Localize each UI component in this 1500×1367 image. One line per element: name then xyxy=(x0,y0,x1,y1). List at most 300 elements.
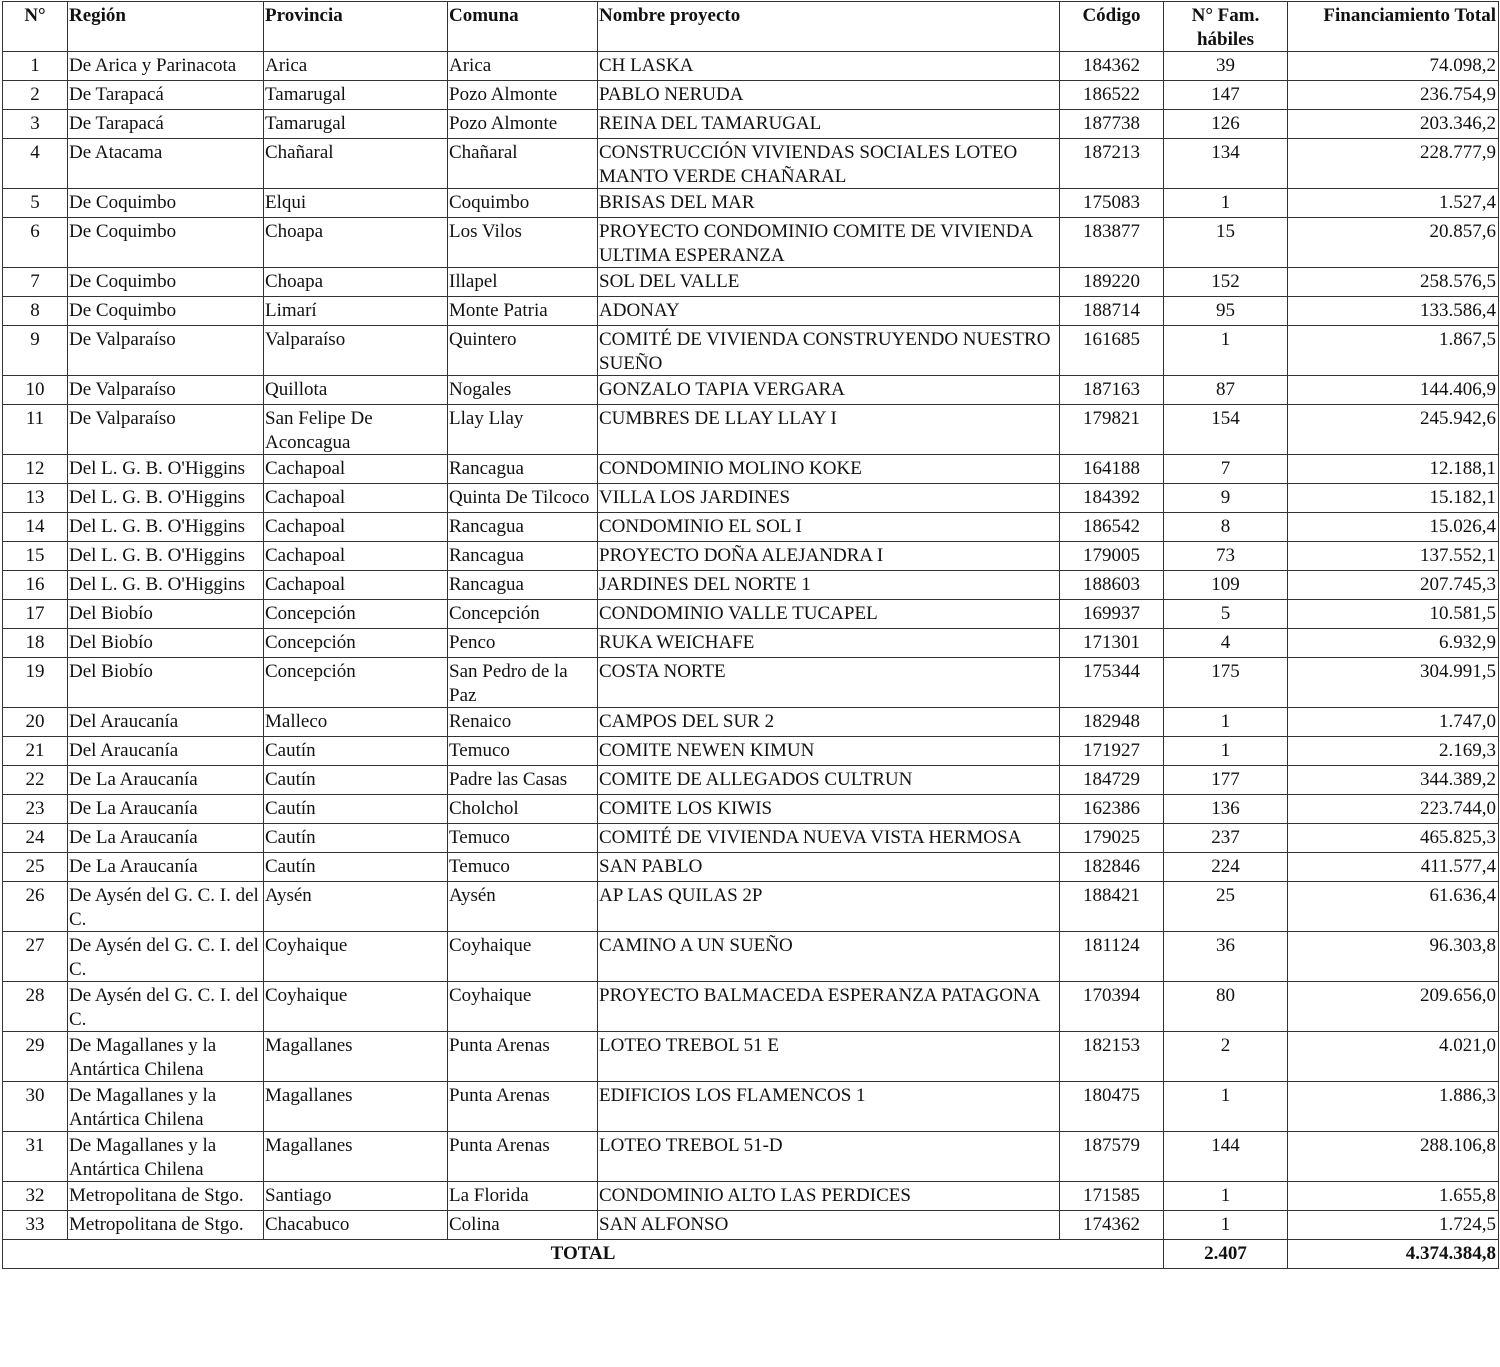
commune-cell: Punta Arenas xyxy=(448,1032,598,1082)
row-number-cell: 32 xyxy=(3,1182,68,1211)
code-cell: 187579 xyxy=(1060,1132,1164,1182)
province-cell: Magallanes xyxy=(264,1032,448,1082)
project-name-cell: COSTA NORTE xyxy=(598,658,1060,708)
row-number-cell: 8 xyxy=(3,297,68,326)
families-cell: 4 xyxy=(1164,629,1288,658)
families-cell: 15 xyxy=(1164,218,1288,268)
projects-table xyxy=(2,1,1499,1269)
table-row xyxy=(3,297,1499,326)
commune-cell: Illapel xyxy=(448,268,598,297)
financing-cell: 6.932,9 xyxy=(1288,629,1499,658)
families-cell: 134 xyxy=(1164,139,1288,189)
financing-cell: 1.867,5 xyxy=(1288,326,1499,376)
province-cell: Chacabuco xyxy=(264,1211,448,1240)
financing-cell: 4.021,0 xyxy=(1288,1032,1499,1082)
code-cell: 161685 xyxy=(1060,326,1164,376)
row-number-cell: 5 xyxy=(3,189,68,218)
code-cell: 183877 xyxy=(1060,218,1164,268)
financing-cell: 344.389,2 xyxy=(1288,766,1499,795)
province-cell: Aysén xyxy=(264,882,448,932)
families-cell: 224 xyxy=(1164,853,1288,882)
row-number-cell: 6 xyxy=(3,218,68,268)
code-cell: 171301 xyxy=(1060,629,1164,658)
project-name-cell: CONDOMINIO ALTO LAS PERDICES xyxy=(598,1182,1060,1211)
table-row xyxy=(3,1132,1499,1182)
commune-cell: Padre las Casas xyxy=(448,766,598,795)
region-cell: De Coquimbo xyxy=(68,297,264,326)
table-row xyxy=(3,853,1499,882)
header-financing: Financiamiento Total xyxy=(1288,2,1499,52)
financing-cell: 137.552,1 xyxy=(1288,542,1499,571)
commune-cell: Pozo Almonte xyxy=(448,110,598,139)
commune-cell: Pozo Almonte xyxy=(448,81,598,110)
families-cell: 237 xyxy=(1164,824,1288,853)
commune-cell: Chañaral xyxy=(448,139,598,189)
project-name-cell: SOL DEL VALLE xyxy=(598,268,1060,297)
table-row xyxy=(3,737,1499,766)
region-cell: De Coquimbo xyxy=(68,189,264,218)
commune-cell: Rancagua xyxy=(448,571,598,600)
code-cell: 182948 xyxy=(1060,708,1164,737)
project-name-cell: COMITÉ DE VIVIENDA CONSTRUYENDO NUESTRO SUEÑO xyxy=(598,326,1060,376)
table-row xyxy=(3,376,1499,405)
region-cell: Del Biobío xyxy=(68,629,264,658)
region-cell: Del Biobío xyxy=(68,600,264,629)
project-name-cell: PROYECTO DOÑA ALEJANDRA I xyxy=(598,542,1060,571)
province-cell: Santiago xyxy=(264,1182,448,1211)
code-cell: 184392 xyxy=(1060,484,1164,513)
financing-cell: 10.581,5 xyxy=(1288,600,1499,629)
commune-cell: Temuco xyxy=(448,824,598,853)
financing-cell: 96.303,8 xyxy=(1288,932,1499,982)
row-number-cell: 31 xyxy=(3,1132,68,1182)
families-cell: 95 xyxy=(1164,297,1288,326)
families-cell: 1 xyxy=(1164,708,1288,737)
families-cell: 152 xyxy=(1164,268,1288,297)
families-cell: 9 xyxy=(1164,484,1288,513)
province-cell: Cachapoal xyxy=(264,571,448,600)
project-name-cell: EDIFICIOS LOS FLAMENCOS 1 xyxy=(598,1082,1060,1132)
financing-cell: 304.991,5 xyxy=(1288,658,1499,708)
region-cell: Del Araucanía xyxy=(68,737,264,766)
families-cell: 2 xyxy=(1164,1032,1288,1082)
region-cell: De Aysén del G. C. I. del C. xyxy=(68,882,264,932)
row-number-cell: 29 xyxy=(3,1032,68,1082)
row-number-cell: 16 xyxy=(3,571,68,600)
header-number: N° xyxy=(3,2,68,52)
families-cell: 87 xyxy=(1164,376,1288,405)
province-cell: Magallanes xyxy=(264,1132,448,1182)
families-cell: 177 xyxy=(1164,766,1288,795)
table-row xyxy=(3,81,1499,110)
commune-cell: Coyhaique xyxy=(448,982,598,1032)
project-name-cell: RUKA WEICHAFE xyxy=(598,629,1060,658)
table-row xyxy=(3,708,1499,737)
code-cell: 188714 xyxy=(1060,297,1164,326)
total-financing: 4.374.384,8 xyxy=(1288,1240,1499,1269)
families-cell: 7 xyxy=(1164,455,1288,484)
commune-cell: Rancagua xyxy=(448,513,598,542)
commune-cell: Coquimbo xyxy=(448,189,598,218)
province-cell: Cautín xyxy=(264,824,448,853)
region-cell: Del L. G. B. O'Higgins xyxy=(68,571,264,600)
commune-cell: Nogales xyxy=(448,376,598,405)
project-name-cell: CONSTRUCCIÓN VIVIENDAS SOCIALES LOTEO MANTO VERDE CHAÑARAL xyxy=(598,139,1060,189)
project-name-cell: ADONAY xyxy=(598,297,1060,326)
financing-cell: 1.724,5 xyxy=(1288,1211,1499,1240)
row-number-cell: 10 xyxy=(3,376,68,405)
region-cell: De Tarapacá xyxy=(68,110,264,139)
region-cell: De Magallanes y la Antártica Chilena xyxy=(68,1082,264,1132)
project-name-cell: LOTEO TREBOL 51-D xyxy=(598,1132,1060,1182)
financing-cell: 236.754,9 xyxy=(1288,81,1499,110)
project-name-cell: CUMBRES DE LLAY LLAY I xyxy=(598,405,1060,455)
financing-cell: 223.744,0 xyxy=(1288,795,1499,824)
commune-cell: Rancagua xyxy=(448,542,598,571)
families-cell: 1 xyxy=(1164,1211,1288,1240)
table-row xyxy=(3,110,1499,139)
project-name-cell: CONDOMINIO VALLE TUCAPEL xyxy=(598,600,1060,629)
table-row xyxy=(3,571,1499,600)
province-cell: Chañaral xyxy=(264,139,448,189)
table-row xyxy=(3,484,1499,513)
families-cell: 39 xyxy=(1164,52,1288,81)
row-number-cell: 20 xyxy=(3,708,68,737)
project-name-cell: AP LAS QUILAS 2P xyxy=(598,882,1060,932)
region-cell: De La Araucanía xyxy=(68,766,264,795)
commune-cell: Arica xyxy=(448,52,598,81)
table-row xyxy=(3,542,1499,571)
financing-cell: 1.527,4 xyxy=(1288,189,1499,218)
region-cell: De Atacama xyxy=(68,139,264,189)
project-name-cell: BRISAS DEL MAR xyxy=(598,189,1060,218)
code-cell: 188421 xyxy=(1060,882,1164,932)
commune-cell: Concepción xyxy=(448,600,598,629)
province-cell: Coyhaique xyxy=(264,932,448,982)
province-cell: Magallanes xyxy=(264,1082,448,1132)
financing-cell: 258.576,5 xyxy=(1288,268,1499,297)
project-name-cell: SAN ALFONSO xyxy=(598,1211,1060,1240)
row-number-cell: 19 xyxy=(3,658,68,708)
project-name-cell: COMITÉ DE VIVIENDA NUEVA VISTA HERMOSA xyxy=(598,824,1060,853)
commune-cell: Temuco xyxy=(448,737,598,766)
commune-cell: Penco xyxy=(448,629,598,658)
region-cell: De Valparaíso xyxy=(68,405,264,455)
row-number-cell: 22 xyxy=(3,766,68,795)
row-number-cell: 28 xyxy=(3,982,68,1032)
row-number-cell: 24 xyxy=(3,824,68,853)
province-cell: Malleco xyxy=(264,708,448,737)
commune-cell: Los Vilos xyxy=(448,218,598,268)
families-cell: 1 xyxy=(1164,737,1288,766)
header-families: N° Fam. hábiles xyxy=(1164,2,1288,52)
province-cell: Elqui xyxy=(264,189,448,218)
commune-cell: Punta Arenas xyxy=(448,1132,598,1182)
header-project-name: Nombre proyecto xyxy=(598,2,1060,52)
project-name-cell: CAMINO A UN SUEÑO xyxy=(598,932,1060,982)
project-name-cell: COMITE LOS KIWIS xyxy=(598,795,1060,824)
code-cell: 171927 xyxy=(1060,737,1164,766)
families-cell: 1 xyxy=(1164,189,1288,218)
financing-cell: 133.586,4 xyxy=(1288,297,1499,326)
commune-cell: Quinta De Tilcoco xyxy=(448,484,598,513)
project-name-cell: PROYECTO BALMACEDA ESPERANZA PATAGONA xyxy=(598,982,1060,1032)
commune-cell: La Florida xyxy=(448,1182,598,1211)
families-cell: 147 xyxy=(1164,81,1288,110)
province-cell: Cachapoal xyxy=(264,542,448,571)
row-number-cell: 17 xyxy=(3,600,68,629)
table-row xyxy=(3,932,1499,982)
project-name-cell: PROYECTO CONDOMINIO COMITE DE VIVIENDA ULTIMA ESPERANZA xyxy=(598,218,1060,268)
commune-cell: Colina xyxy=(448,1211,598,1240)
code-cell: 186542 xyxy=(1060,513,1164,542)
project-name-cell: GONZALO TAPIA VERGARA xyxy=(598,376,1060,405)
table-row xyxy=(3,600,1499,629)
code-cell: 175344 xyxy=(1060,658,1164,708)
row-number-cell: 3 xyxy=(3,110,68,139)
region-cell: De Magallanes y la Antártica Chilena xyxy=(68,1132,264,1182)
province-cell: Limarí xyxy=(264,297,448,326)
commune-cell: Aysén xyxy=(448,882,598,932)
header-code: Código xyxy=(1060,2,1164,52)
table-row xyxy=(3,1082,1499,1132)
row-number-cell: 21 xyxy=(3,737,68,766)
financing-cell: 144.406,9 xyxy=(1288,376,1499,405)
province-cell: Cachapoal xyxy=(264,513,448,542)
families-cell: 109 xyxy=(1164,571,1288,600)
table-row xyxy=(3,455,1499,484)
province-cell: Cautín xyxy=(264,766,448,795)
table-row xyxy=(3,795,1499,824)
row-number-cell: 27 xyxy=(3,932,68,982)
commune-cell: Coyhaique xyxy=(448,932,598,982)
row-number-cell: 9 xyxy=(3,326,68,376)
table-row xyxy=(3,405,1499,455)
project-name-cell: VILLA LOS JARDINES xyxy=(598,484,1060,513)
project-name-cell: REINA DEL TAMARUGAL xyxy=(598,110,1060,139)
families-cell: 1 xyxy=(1164,326,1288,376)
financing-cell: 203.346,2 xyxy=(1288,110,1499,139)
row-number-cell: 11 xyxy=(3,405,68,455)
region-cell: De Valparaíso xyxy=(68,326,264,376)
row-number-cell: 18 xyxy=(3,629,68,658)
row-number-cell: 23 xyxy=(3,795,68,824)
project-name-cell: COMITE DE ALLEGADOS CULTRUN xyxy=(598,766,1060,795)
region-cell: De Aysén del G. C. I. del C. xyxy=(68,982,264,1032)
code-cell: 175083 xyxy=(1060,189,1164,218)
province-cell: Quillota xyxy=(264,376,448,405)
code-cell: 171585 xyxy=(1060,1182,1164,1211)
code-cell: 188603 xyxy=(1060,571,1164,600)
region-cell: Del Biobío xyxy=(68,658,264,708)
table-row xyxy=(3,1032,1499,1082)
code-cell: 174362 xyxy=(1060,1211,1164,1240)
commune-cell: Rancagua xyxy=(448,455,598,484)
project-name-cell: CONDOMINIO MOLINO KOKE xyxy=(598,455,1060,484)
financing-cell: 288.106,8 xyxy=(1288,1132,1499,1182)
financing-cell: 209.656,0 xyxy=(1288,982,1499,1032)
table-row xyxy=(3,824,1499,853)
code-cell: 180475 xyxy=(1060,1082,1164,1132)
financing-cell: 74.098,2 xyxy=(1288,52,1499,81)
region-cell: De La Araucanía xyxy=(68,853,264,882)
code-cell: 179025 xyxy=(1060,824,1164,853)
families-cell: 1 xyxy=(1164,1082,1288,1132)
province-cell: Cautín xyxy=(264,853,448,882)
code-cell: 186522 xyxy=(1060,81,1164,110)
header-region: Región xyxy=(68,2,264,52)
code-cell: 170394 xyxy=(1060,982,1164,1032)
project-name-cell: PABLO NERUDA xyxy=(598,81,1060,110)
code-cell: 162386 xyxy=(1060,795,1164,824)
header-province: Provincia xyxy=(264,2,448,52)
region-cell: De Arica y Parinacota xyxy=(68,52,264,81)
commune-cell: San Pedro de la Paz xyxy=(448,658,598,708)
financing-cell: 245.942,6 xyxy=(1288,405,1499,455)
table-row xyxy=(3,882,1499,932)
code-cell: 187213 xyxy=(1060,139,1164,189)
table-row xyxy=(3,766,1499,795)
province-cell: Concepción xyxy=(264,629,448,658)
region-cell: De Aysén del G. C. I. del C. xyxy=(68,932,264,982)
commune-cell: Punta Arenas xyxy=(448,1082,598,1132)
region-cell: De Magallanes y la Antártica Chilena xyxy=(68,1032,264,1082)
families-cell: 5 xyxy=(1164,600,1288,629)
province-cell: Arica xyxy=(264,52,448,81)
row-number-cell: 2 xyxy=(3,81,68,110)
families-cell: 73 xyxy=(1164,542,1288,571)
project-name-cell: JARDINES DEL NORTE 1 xyxy=(598,571,1060,600)
province-cell: San Felipe De Aconcagua xyxy=(264,405,448,455)
table-row xyxy=(3,1182,1499,1211)
financing-cell: 1.886,3 xyxy=(1288,1082,1499,1132)
code-cell: 187738 xyxy=(1060,110,1164,139)
region-cell: De La Araucanía xyxy=(68,824,264,853)
row-number-cell: 4 xyxy=(3,139,68,189)
families-cell: 136 xyxy=(1164,795,1288,824)
commune-cell: Temuco xyxy=(448,853,598,882)
row-number-cell: 13 xyxy=(3,484,68,513)
total-row xyxy=(3,1240,1499,1269)
table-row xyxy=(3,189,1499,218)
financing-cell: 465.825,3 xyxy=(1288,824,1499,853)
row-number-cell: 14 xyxy=(3,513,68,542)
code-cell: 181124 xyxy=(1060,932,1164,982)
row-number-cell: 30 xyxy=(3,1082,68,1132)
province-cell: Choapa xyxy=(264,268,448,297)
row-number-cell: 26 xyxy=(3,882,68,932)
total-families: 2.407 xyxy=(1164,1240,1288,1269)
project-name-cell: COMITE NEWEN KIMUN xyxy=(598,737,1060,766)
families-cell: 126 xyxy=(1164,110,1288,139)
commune-cell: Cholchol xyxy=(448,795,598,824)
project-name-cell: CONDOMINIO EL SOL I xyxy=(598,513,1060,542)
commune-cell: Llay Llay xyxy=(448,405,598,455)
region-cell: Del Araucanía xyxy=(68,708,264,737)
province-cell: Cautín xyxy=(264,737,448,766)
financing-cell: 2.169,3 xyxy=(1288,737,1499,766)
families-cell: 8 xyxy=(1164,513,1288,542)
province-cell: Tamarugal xyxy=(264,110,448,139)
region-cell: Metropolitana de Stgo. xyxy=(68,1211,264,1240)
financing-cell: 15.026,4 xyxy=(1288,513,1499,542)
financing-cell: 228.777,9 xyxy=(1288,139,1499,189)
region-cell: Del L. G. B. O'Higgins xyxy=(68,455,264,484)
region-cell: Del L. G. B. O'Higgins xyxy=(68,542,264,571)
table-row xyxy=(3,52,1499,81)
code-cell: 182153 xyxy=(1060,1032,1164,1082)
financing-cell: 20.857,6 xyxy=(1288,218,1499,268)
row-number-cell: 15 xyxy=(3,542,68,571)
region-cell: De Coquimbo xyxy=(68,218,264,268)
project-name-cell: SAN PABLO xyxy=(598,853,1060,882)
region-cell: De Valparaíso xyxy=(68,376,264,405)
financing-cell: 12.188,1 xyxy=(1288,455,1499,484)
table-row xyxy=(3,1211,1499,1240)
code-cell: 164188 xyxy=(1060,455,1164,484)
financing-cell: 15.182,1 xyxy=(1288,484,1499,513)
row-number-cell: 12 xyxy=(3,455,68,484)
province-cell: Tamarugal xyxy=(264,81,448,110)
code-cell: 179005 xyxy=(1060,542,1164,571)
table-row xyxy=(3,658,1499,708)
code-cell: 182846 xyxy=(1060,853,1164,882)
table-row xyxy=(3,268,1499,297)
province-cell: Cachapoal xyxy=(264,455,448,484)
region-cell: Metropolitana de Stgo. xyxy=(68,1182,264,1211)
table-row xyxy=(3,139,1499,189)
province-cell: Choapa xyxy=(264,218,448,268)
province-cell: Valparaíso xyxy=(264,326,448,376)
region-cell: De La Araucanía xyxy=(68,795,264,824)
total-label: TOTAL xyxy=(3,1240,1164,1269)
code-cell: 169937 xyxy=(1060,600,1164,629)
table-row xyxy=(3,513,1499,542)
row-number-cell: 33 xyxy=(3,1211,68,1240)
families-cell: 175 xyxy=(1164,658,1288,708)
province-cell: Coyhaique xyxy=(264,982,448,1032)
families-cell: 25 xyxy=(1164,882,1288,932)
families-cell: 36 xyxy=(1164,932,1288,982)
financing-cell: 1.655,8 xyxy=(1288,1182,1499,1211)
financing-cell: 1.747,0 xyxy=(1288,708,1499,737)
header-row xyxy=(3,2,1499,52)
row-number-cell: 25 xyxy=(3,853,68,882)
table-row xyxy=(3,629,1499,658)
province-cell: Cautín xyxy=(264,795,448,824)
families-cell: 1 xyxy=(1164,1182,1288,1211)
region-cell: De Coquimbo xyxy=(68,268,264,297)
table-row xyxy=(3,982,1499,1032)
header-commune: Comuna xyxy=(448,2,598,52)
financing-cell: 411.577,4 xyxy=(1288,853,1499,882)
commune-cell: Renaico xyxy=(448,708,598,737)
region-cell: De Tarapacá xyxy=(68,81,264,110)
project-name-cell: CAMPOS DEL SUR 2 xyxy=(598,708,1060,737)
financing-cell: 61.636,4 xyxy=(1288,882,1499,932)
province-cell: Concepción xyxy=(264,658,448,708)
province-cell: Concepción xyxy=(264,600,448,629)
financing-cell: 207.745,3 xyxy=(1288,571,1499,600)
families-cell: 144 xyxy=(1164,1132,1288,1182)
commune-cell: Quintero xyxy=(448,326,598,376)
code-cell: 184362 xyxy=(1060,52,1164,81)
project-name-cell: CH LASKA xyxy=(598,52,1060,81)
row-number-cell: 1 xyxy=(3,52,68,81)
code-cell: 184729 xyxy=(1060,766,1164,795)
families-cell: 80 xyxy=(1164,982,1288,1032)
code-cell: 189220 xyxy=(1060,268,1164,297)
